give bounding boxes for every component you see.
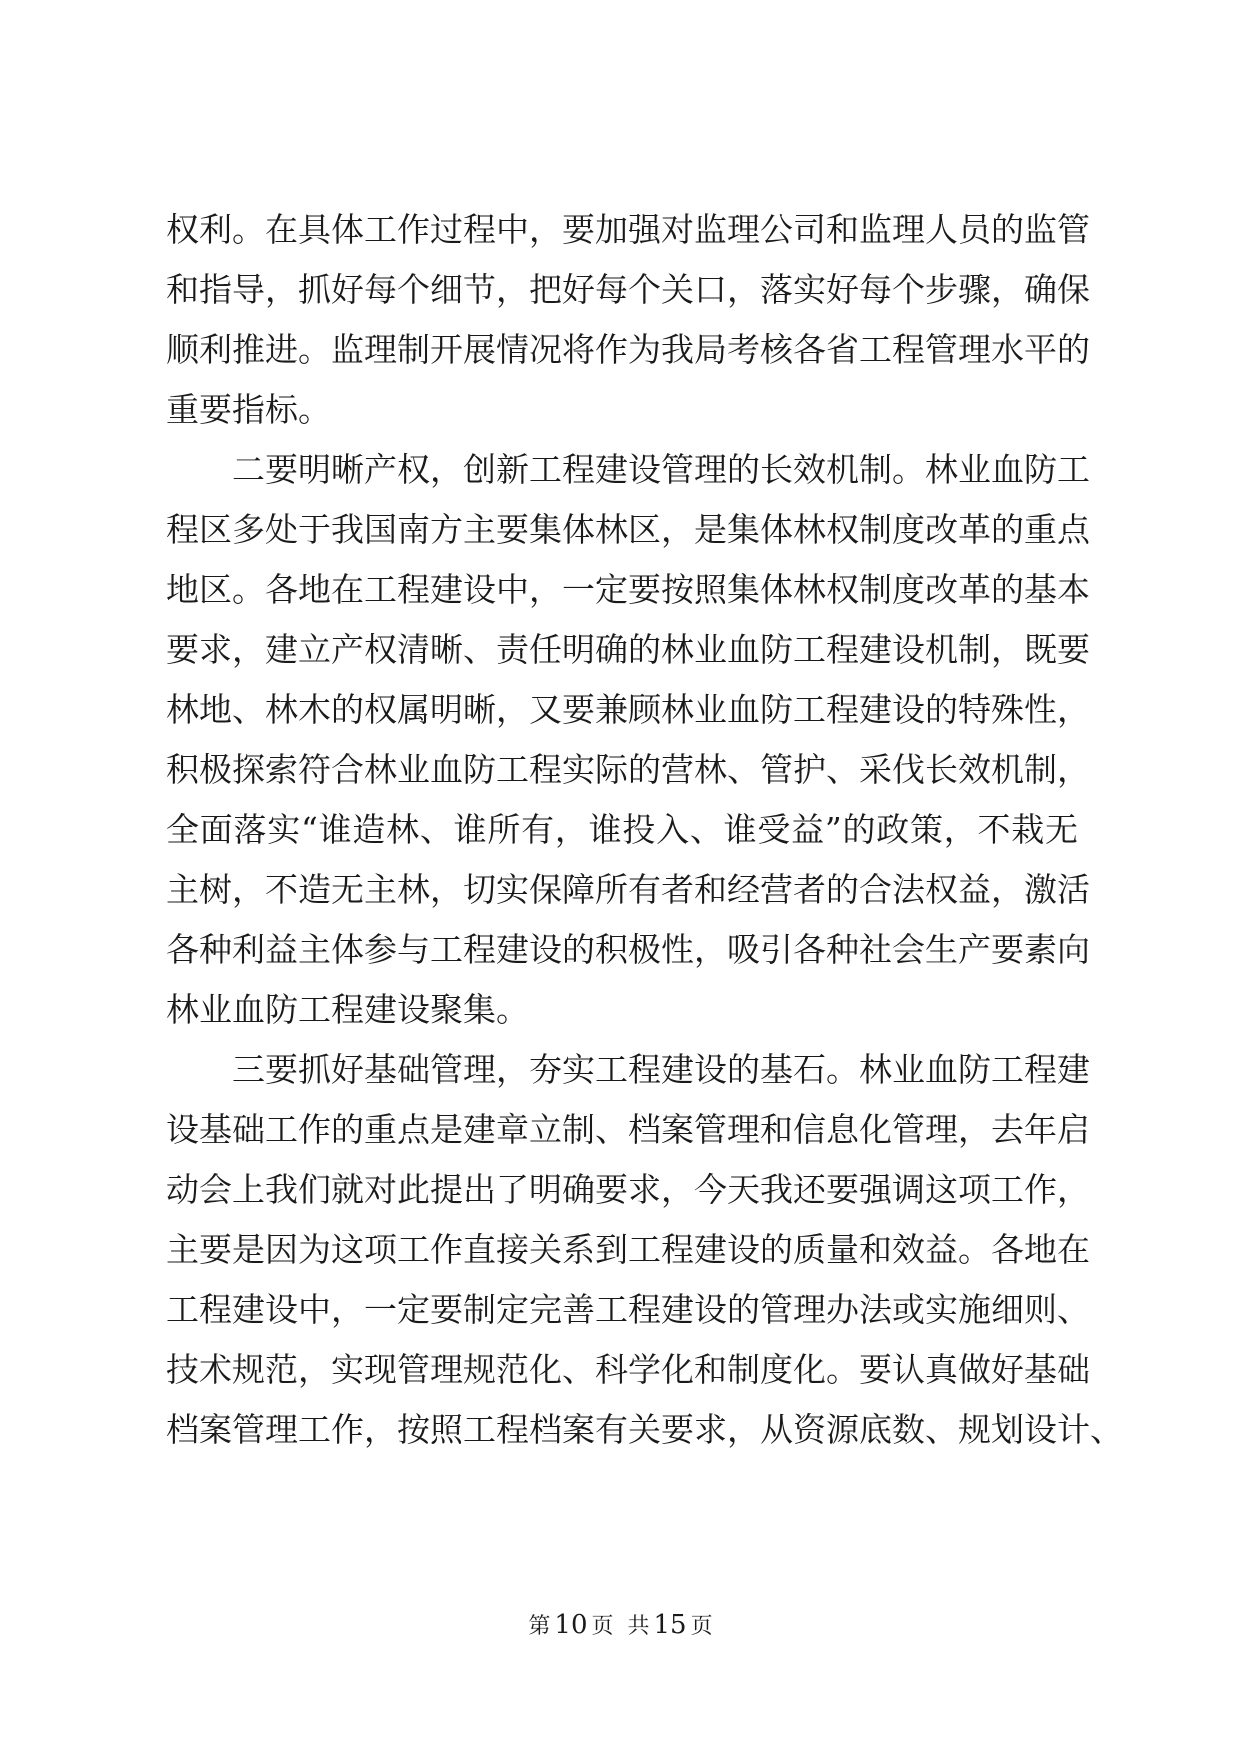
paragraph-2-line-3: 地区。各地在工程建设中，一定要按照集体林权制度改革的基本 (166, 570, 1090, 609)
paragraph-3-line-2: 设基础工作的重点是建章立制、档案管理和信息化管理，去年启 (166, 1110, 1090, 1149)
paragraph-2-line-5: 林地、林木的权属明晰，又要兼顾林业血防工程建设的特殊性， (166, 690, 1090, 729)
paragraph-2-line-6: 积极探索符合林业血防工程实际的营林、管护、采伐长效机制， (166, 750, 1090, 789)
paragraph-3-line-4: 主要是因为这项工作直接关系到工程建设的质量和效益。各地在 (166, 1230, 1090, 1269)
paragraph-2-line-7: 全面落实“谁造林、谁所有，谁投入、谁受益”的政策，不栽无 (166, 810, 1078, 849)
paragraph-1-line-4: 重要指标。 (166, 390, 331, 429)
paragraph-2-line-10: 林业血防工程建设聚集。 (166, 990, 529, 1029)
footer-prefix: 第 (528, 1614, 551, 1639)
paragraph-2-line-2: 程区多处于我国南方主要集体林区，是集体林权制度改革的重点 (166, 510, 1090, 549)
footer-suffix: 页 (690, 1614, 713, 1639)
paragraph-1-line-3: 顺利推进。监理制开展情况将作为我局考核各省工程管理水平的 (166, 330, 1090, 369)
current-page-number: 10 (554, 1610, 588, 1640)
paragraph-3-line-6: 技术规范，实现管理规范化、科学化和制度化。要认真做好基础 (166, 1350, 1090, 1389)
paragraph-1-line-1: 权利。在具体工作过程中，要加强对监理公司和监理人员的监管 (166, 210, 1090, 249)
paragraph-2-line-1: 二要明晰产权，创新工程建设管理的长效机制。林业血防工 (232, 450, 1090, 489)
paragraph-2-line-9: 各种利益主体参与工程建设的积极性，吸引各种社会生产要素向 (166, 930, 1090, 969)
footer-middle: 页 共 (591, 1614, 650, 1639)
page-footer (0, 1610, 1241, 1642)
paragraph-3-line-3: 动会上我们就对此提出了明确要求，今天我还要强调这项工作， (166, 1170, 1090, 1209)
paragraph-3-line-1: 三要抓好基础管理，夯实工程建设的基石。林业血防工程建 (232, 1050, 1090, 1089)
paragraph-2-line-4: 要求，建立产权清晰、责任明确的林业血防工程建设机制，既要 (166, 630, 1090, 669)
total-page-number: 15 (653, 1610, 687, 1640)
paragraph-2-line-8: 主树，不造无主林，切实保障所有者和经营者的合法权益，激活 (166, 870, 1090, 909)
paragraph-1-line-2: 和指导，抓好每个细节，把好每个关口，落实好每个步骤，确保 (166, 270, 1090, 309)
paragraph-3-line-7: 档案管理工作，按照工程档案有关要求，从资源底数、规划设计、 (166, 1410, 1123, 1449)
paragraph-3-line-5: 工程建设中，一定要制定完善工程建设的管理办法或实施细则、 (166, 1290, 1090, 1329)
